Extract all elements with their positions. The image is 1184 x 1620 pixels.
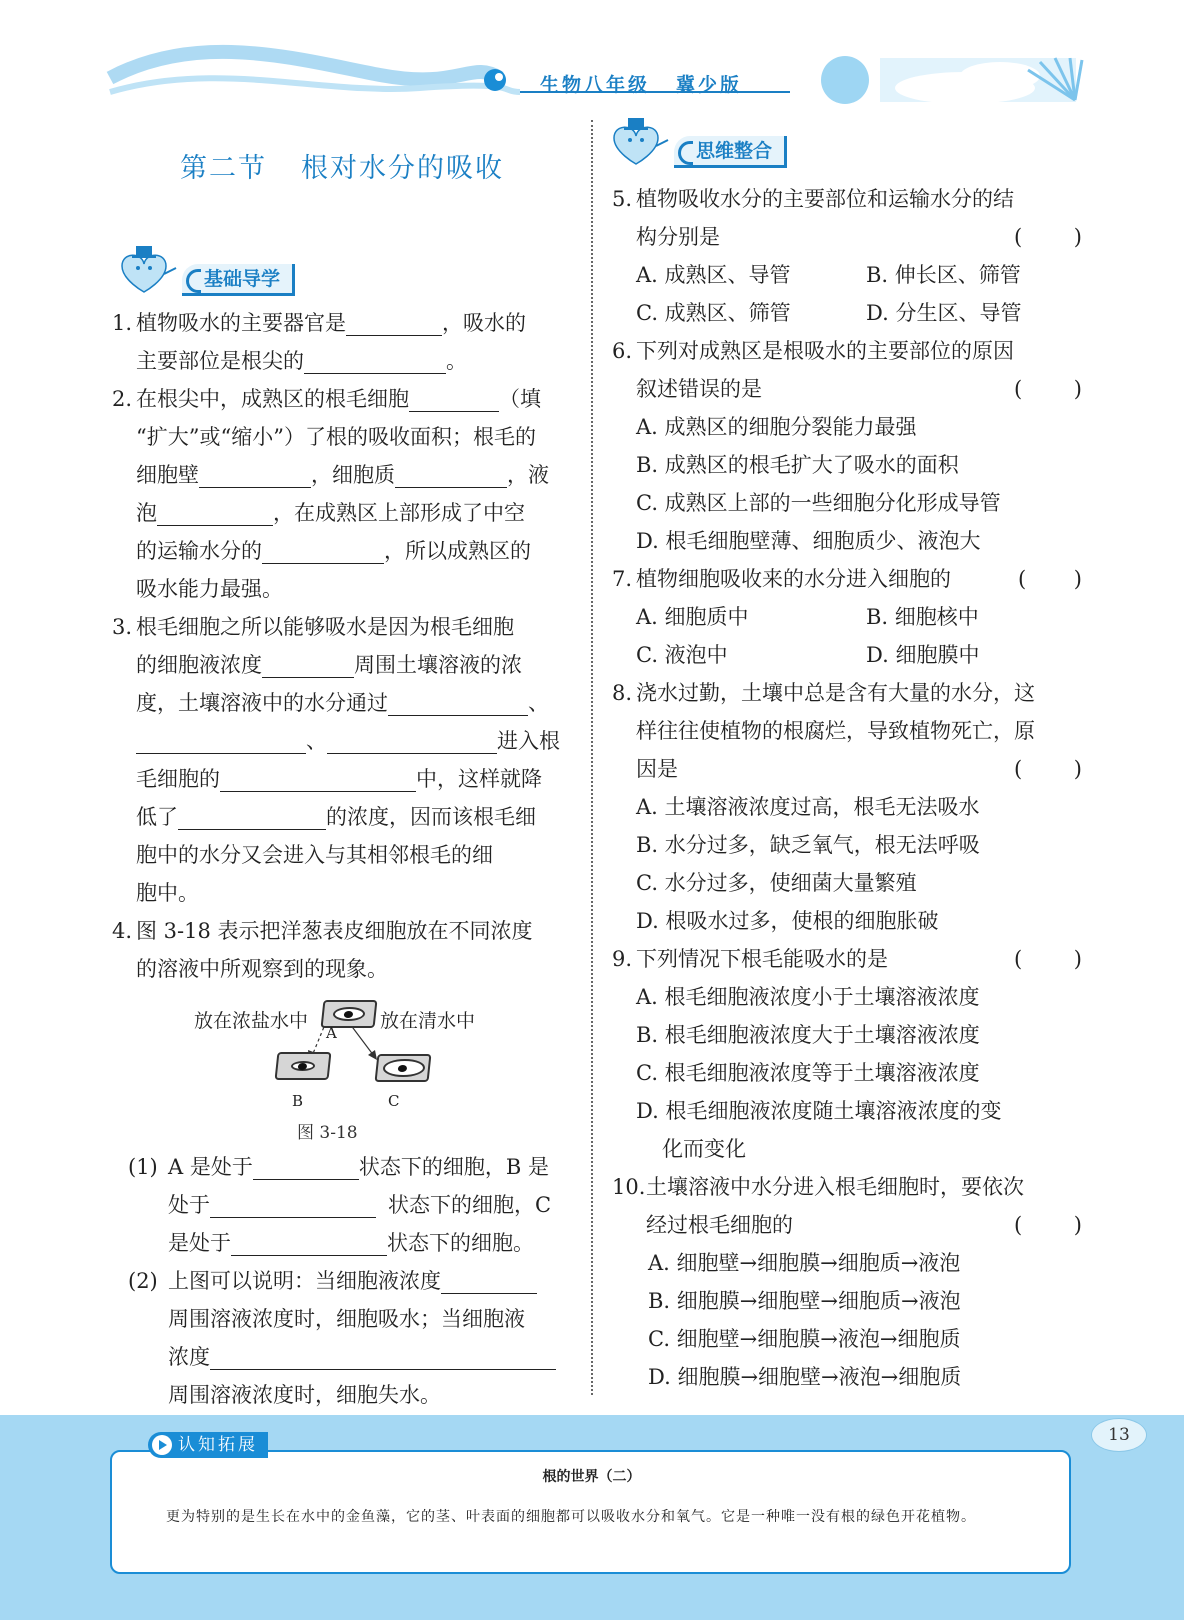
question-number: 1. bbox=[112, 311, 133, 335]
option-d[interactable]: D. 细胞膜→细胞壁→液泡→细胞质 bbox=[648, 1365, 962, 1389]
question-number: 2. bbox=[112, 387, 133, 411]
label-c: C bbox=[388, 1092, 400, 1110]
question-text: A 是处于 bbox=[168, 1155, 253, 1179]
option-c[interactable]: C. 水分过多，使细菌大量繁殖 bbox=[636, 871, 917, 895]
question-text: 浓度 bbox=[168, 1345, 210, 1369]
section-title bbox=[112, 150, 572, 188]
question-text: 、 bbox=[528, 691, 549, 715]
question-text: 植物吸收水分的主要部位和运输水分的结 bbox=[636, 187, 1014, 211]
option-a[interactable]: A. 成熟区的细胞分裂能力最强 bbox=[636, 415, 917, 439]
answer-parentheses[interactable] bbox=[1014, 1206, 1082, 1244]
question-text: 吸水能力最强。 bbox=[136, 577, 283, 601]
question-text: 样往往使植物的根腐烂，导致植物死亡，原 bbox=[636, 719, 1035, 743]
question-text: 图 3-18 表示把洋葱表皮细胞放在不同浓度 bbox=[136, 919, 533, 943]
question-number: 5. bbox=[612, 187, 633, 211]
question-text: 状态下的细胞。 bbox=[387, 1231, 534, 1255]
question-text: 植物吸水的主要器官是 bbox=[136, 311, 346, 335]
answer-blank[interactable] bbox=[409, 386, 499, 412]
question-text: 下列情况下根毛能吸水的是 bbox=[636, 947, 888, 971]
label-a: A bbox=[326, 1024, 337, 1042]
option-a[interactable]: A. 细胞壁→细胞膜→细胞质→液泡 bbox=[648, 1251, 961, 1275]
badge-integrate-label: 思维整合 bbox=[674, 136, 787, 168]
cell-b bbox=[275, 1052, 332, 1080]
question-text: 经过根毛细胞的 bbox=[646, 1213, 793, 1237]
question-text: ，在成熟区上部形成了中空 bbox=[273, 501, 525, 525]
question-text: 浇水过勤，土壤中总是含有大量的水分，这 bbox=[636, 681, 1035, 705]
badge-extend bbox=[148, 1432, 268, 1458]
option-d[interactable]: D. 根吸水过多，使根的细胞胀破 bbox=[636, 909, 939, 933]
question-text: 度，土壤溶液中的水分通过 bbox=[136, 691, 388, 715]
extension-text-line: 开花植物。 bbox=[901, 1509, 976, 1525]
subquestion-number: (1) bbox=[128, 1155, 158, 1179]
question-text: 下列对成熟区是根吸水的主要部位的原因 bbox=[636, 339, 1014, 363]
page-header bbox=[0, 0, 1184, 118]
answer-blank[interactable] bbox=[262, 652, 354, 678]
question-text: 、 bbox=[306, 729, 327, 753]
option-d-continued: 化而变化 bbox=[662, 1137, 746, 1161]
left-column bbox=[112, 150, 572, 1414]
question-text: 是处于 bbox=[168, 1231, 231, 1255]
question-number: 4. bbox=[112, 919, 133, 943]
answer-blank[interactable] bbox=[199, 462, 311, 488]
figure-3-18 bbox=[112, 994, 572, 1144]
question-10 bbox=[612, 1168, 1082, 1244]
extension-title: 根的世界（二） bbox=[542, 1469, 641, 1485]
question-text: ，液 bbox=[507, 463, 549, 487]
option-d[interactable]: D. 分生区、导管 bbox=[866, 301, 1022, 325]
question-number: 8. bbox=[612, 681, 633, 705]
question-2 bbox=[112, 380, 572, 608]
label-clear-water: 放在清水中 bbox=[380, 1010, 476, 1032]
badge-integrate bbox=[612, 120, 1082, 172]
option-b[interactable]: B. 根毛细胞液浓度大于土壤溶液浓度 bbox=[636, 1023, 980, 1047]
question-number: 6. bbox=[612, 339, 633, 363]
extension-box bbox=[110, 1450, 1071, 1574]
question-text: （填 bbox=[499, 387, 541, 411]
answer-blank[interactable] bbox=[210, 1344, 556, 1370]
mascot-icon bbox=[112, 244, 178, 300]
question-text: 叙述错误的是 bbox=[636, 377, 762, 401]
option-b[interactable]: B. 细胞膜→细胞壁→细胞质→液泡 bbox=[648, 1289, 961, 1313]
question-text: 的浓度，因而该根毛细 bbox=[326, 805, 536, 829]
option-a[interactable]: A. 根毛细胞液浓度小于土壤溶液浓度 bbox=[636, 985, 980, 1009]
question-text: 胞中的水分又会进入与其相邻根毛的细 bbox=[136, 843, 493, 867]
badge-extend-label: 认知拓展 bbox=[178, 1435, 258, 1455]
option-b[interactable]: B. 细胞核中 bbox=[866, 605, 979, 629]
answer-blank[interactable] bbox=[220, 766, 416, 792]
option-b[interactable]: B. 成熟区的根毛扩大了吸水的面积 bbox=[636, 453, 959, 477]
question-text: 状态下的细胞，B 是 bbox=[358, 1155, 549, 1179]
answer-blank[interactable] bbox=[346, 310, 442, 336]
option-c[interactable]: C. 细胞壁→细胞膜→液泡→细胞质 bbox=[648, 1327, 961, 1351]
question-text: 植物细胞吸收来的水分进入细胞的 bbox=[636, 567, 951, 591]
question-text: 周围土壤溶液的浓 bbox=[354, 653, 522, 677]
option-d[interactable]: D. 根毛细胞液浓度随土壤溶液浓度的变 bbox=[636, 1099, 1002, 1123]
answer-blank[interactable] bbox=[178, 804, 326, 830]
option-b[interactable]: B. 水分过多，缺乏氧气，根无法呼吸 bbox=[636, 833, 980, 857]
option-c[interactable]: C. 成熟区上部的一些细胞分化形成导管 bbox=[636, 491, 1001, 515]
question-text: 。 bbox=[446, 349, 467, 373]
answer-parentheses[interactable] bbox=[1014, 750, 1082, 788]
extension-text-line: 更为特别的是生长在水中的金鱼藻，它的茎、叶表面的细胞都可以吸收水分和氧气。它是一种唯一没有根的绿色 bbox=[166, 1509, 901, 1525]
question-text: 泡 bbox=[136, 501, 157, 525]
question-number: 3. bbox=[112, 615, 133, 639]
section-topic: 根对水分的吸收 bbox=[301, 153, 504, 184]
mascot-icon bbox=[604, 116, 670, 172]
answer-blank[interactable] bbox=[327, 728, 497, 754]
question-text: 细胞壁 bbox=[136, 463, 199, 487]
question-number: 9. bbox=[612, 947, 633, 971]
page-number: 13 bbox=[1091, 1418, 1147, 1452]
question-9 bbox=[612, 940, 1082, 978]
question-number: 10. bbox=[612, 1175, 646, 1199]
answer-blank[interactable] bbox=[262, 538, 384, 564]
question-text: ，吸水的 bbox=[442, 311, 526, 335]
question-text: 周围溶液浓度时，细胞失水。 bbox=[168, 1383, 441, 1407]
question-4 bbox=[112, 912, 572, 988]
question-4-part-1 bbox=[112, 1148, 572, 1262]
header-wave-decoration bbox=[0, 0, 1184, 118]
option-c[interactable]: C. 液泡中 bbox=[636, 643, 728, 667]
figure-caption: 图 3-18 bbox=[297, 1123, 358, 1143]
answer-blank[interactable] bbox=[395, 462, 507, 488]
option-a[interactable]: A. 成熟区、导管 bbox=[636, 263, 791, 287]
option-c[interactable]: C. 成熟区、筛管 bbox=[636, 301, 791, 325]
question-text: “扩大”或“缩小”）了根的吸收面积；根毛的 bbox=[136, 425, 536, 449]
badge-basic-label: 基础导学 bbox=[182, 264, 295, 296]
question-text: ，所以成熟区的 bbox=[384, 539, 531, 563]
question-text: 主要部位是根尖的 bbox=[136, 349, 304, 373]
play-icon bbox=[152, 1435, 172, 1455]
question-text: 处于 bbox=[168, 1193, 210, 1217]
extension-text bbox=[136, 1500, 1047, 1534]
question-number: 7. bbox=[612, 567, 633, 591]
right-column bbox=[612, 140, 1082, 1396]
question-8 bbox=[612, 674, 1082, 788]
question-text: ，细胞质 bbox=[311, 463, 395, 487]
question-text: 毛细胞的 bbox=[136, 767, 220, 791]
answer-parentheses[interactable] bbox=[1014, 370, 1082, 408]
answer-blank[interactable] bbox=[210, 1192, 376, 1218]
answer-blank[interactable] bbox=[441, 1268, 537, 1294]
label-salt-water: 放在浓盐水中 bbox=[194, 1010, 309, 1032]
question-7 bbox=[612, 560, 1082, 598]
question-6 bbox=[612, 332, 1082, 408]
option-d[interactable]: D. 根毛细胞壁薄、细胞质少、液泡大 bbox=[636, 529, 981, 553]
option-a[interactable]: A. 土壤溶液浓度过高，根毛无法吸水 bbox=[636, 795, 980, 819]
question-4-part-2 bbox=[112, 1262, 572, 1414]
answer-blank[interactable] bbox=[136, 728, 306, 754]
question-5 bbox=[612, 180, 1082, 256]
header-subject: 生物八年级 bbox=[540, 74, 651, 96]
question-text: 土壤溶液中水分进入根毛细胞时，要依次 bbox=[646, 1175, 1024, 1199]
question-text: 进入根 bbox=[497, 729, 560, 753]
option-b[interactable]: B. 伸长区、筛管 bbox=[866, 263, 1021, 287]
question-text: 上图可以说明：当细胞液浓度 bbox=[168, 1269, 441, 1293]
column-divider bbox=[591, 120, 593, 1395]
question-text: 状态下的细胞，C bbox=[388, 1193, 552, 1217]
answer-parentheses[interactable] bbox=[1014, 218, 1082, 256]
section-number: 第二节 bbox=[180, 153, 267, 184]
question-text: 的溶液中所观察到的现象。 bbox=[136, 957, 388, 981]
answer-blank[interactable] bbox=[304, 348, 446, 374]
question-1 bbox=[112, 304, 572, 380]
answer-parentheses[interactable] bbox=[1014, 940, 1082, 978]
answer-parentheses[interactable] bbox=[1018, 560, 1082, 598]
cell-c bbox=[375, 1054, 432, 1082]
badge-basic bbox=[112, 248, 572, 300]
answer-blank[interactable] bbox=[157, 500, 273, 526]
question-text: 周围溶液浓度时，细胞吸水；当细胞液 bbox=[168, 1307, 525, 1331]
option-d[interactable]: D. 细胞膜中 bbox=[866, 643, 980, 667]
question-text: 构分别是 bbox=[636, 225, 720, 249]
question-text: 因是 bbox=[636, 757, 678, 781]
answer-blank[interactable] bbox=[253, 1154, 359, 1180]
question-text: 的运输水分的 bbox=[136, 539, 262, 563]
question-text: 低了 bbox=[136, 805, 178, 829]
question-text: 在根尖中，成熟区的根毛细胞 bbox=[136, 387, 409, 411]
header-title bbox=[540, 70, 768, 97]
header-edition: 冀少版 bbox=[676, 74, 743, 96]
answer-blank[interactable] bbox=[388, 690, 528, 716]
question-text: 中，这样就降 bbox=[416, 767, 542, 791]
option-a[interactable]: A. 细胞质中 bbox=[636, 605, 749, 629]
question-3 bbox=[112, 608, 572, 912]
question-text: 根毛细胞之所以能够吸水是因为根毛细胞 bbox=[136, 615, 514, 639]
option-c[interactable]: C. 根毛细胞液浓度等于土壤溶液浓度 bbox=[636, 1061, 980, 1085]
label-b: B bbox=[292, 1092, 304, 1110]
question-text: 胞中。 bbox=[136, 881, 199, 905]
answer-blank[interactable] bbox=[231, 1230, 387, 1256]
subquestion-number: (2) bbox=[128, 1269, 158, 1293]
question-text: 的细胞液浓度 bbox=[136, 653, 262, 677]
